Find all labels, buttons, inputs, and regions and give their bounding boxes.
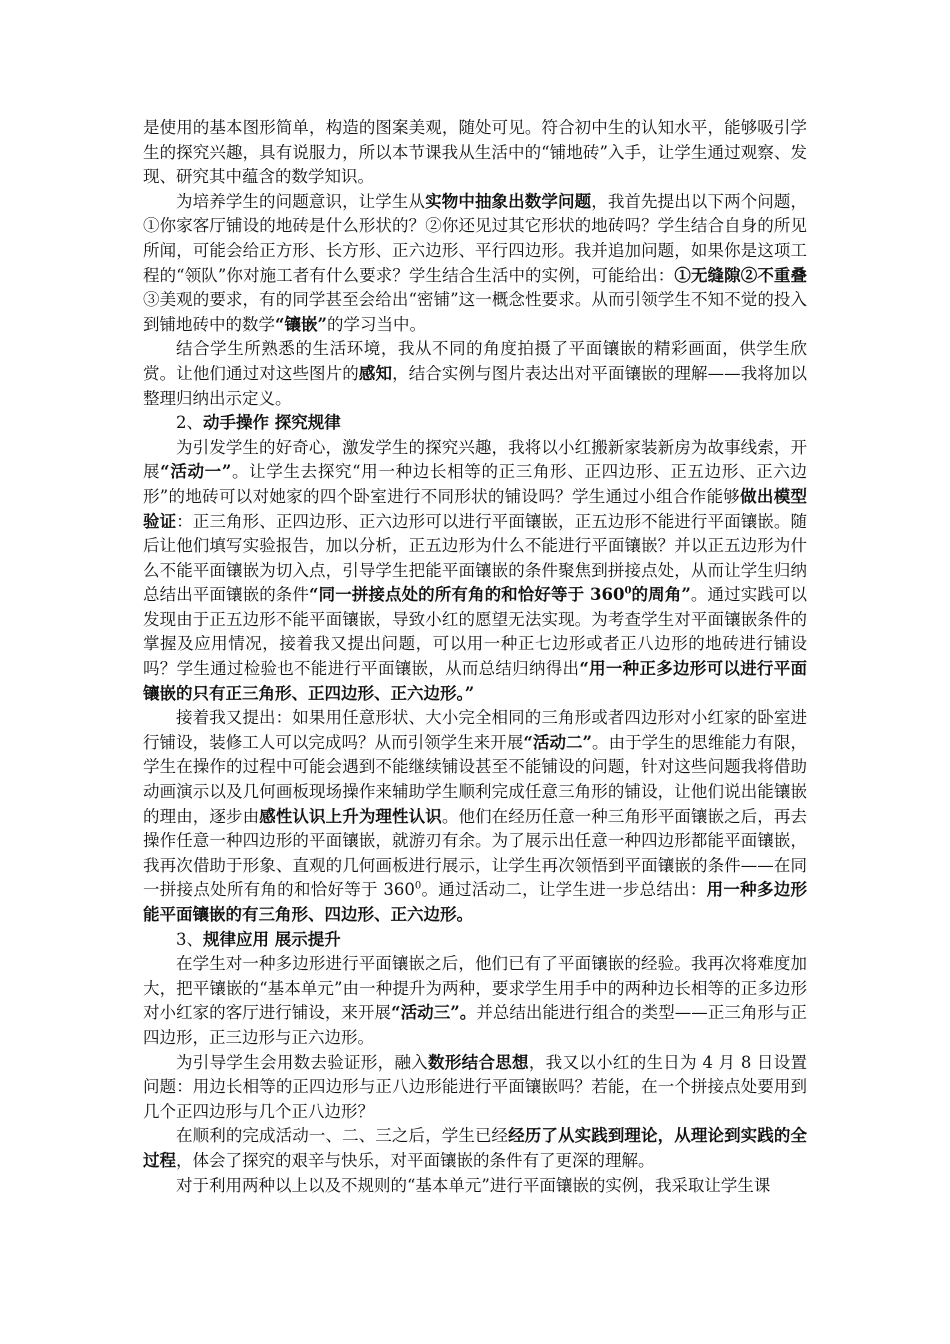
emphasized-text: “活动一” xyxy=(160,462,232,482)
text-run: 是使用的基本图形简单，构造的图案美观，随处可见。符合初中生的认知水平，能够吸引学生的探究兴趣，具有说服力，所以本节课我从生活中的“铺地砖”入手，让学生通过观察、发现、研究其中蕴含的数学知识。 xyxy=(143,118,807,187)
emphasized-text: 的周角” xyxy=(631,585,691,605)
body-paragraph xyxy=(143,190,807,338)
text-run: 。通过活动二，让学生进一步总结出： xyxy=(421,880,707,900)
text-run: 在学生对一种多边形进行平面镶嵌之后，他们已有了平面镶嵌的经验。我再次将难度加大，把平镶嵌的“基本单元”由一种提升为两种，要求学生用手中的两种边长相等的正多边形对小红家的客厅进行铺设，来开展 xyxy=(143,954,807,1023)
emphasized-text: 做出模型验证 xyxy=(143,486,808,531)
emphasized-text: 数形结合思想 xyxy=(428,1052,529,1072)
text-run: ③美观的要求，有的同学甚至会给出“密铺”这一概念性要求。从而引领学生不知不觉的投入到铺地砖中的数学 xyxy=(143,290,807,334)
body-paragraph xyxy=(143,436,807,707)
text-run: 并总结出能进行组合的类型——正三角形与正四边形，正三边形与正六边形。 xyxy=(143,1003,808,1047)
text-run: 为引发学生的好奇心，激发学生的探究兴趣，我将以小红搬新家装新房为故事线索，开展 xyxy=(143,437,807,482)
text-run: 2、 xyxy=(176,413,203,433)
body-paragraph xyxy=(143,116,807,190)
text-run: ，我首先提出以下两个问题，①你家客厅铺设的地砖是什么形状的？②你还见过其它形状的地砖吗？学生结合自身的所见所闻，可能会给正方形、长方形、正六边形、平行四边形。我并追加问题，如果你是这项工程的“领队”你对施工者有什么要求？学生结合生活中的实例，可能给出： xyxy=(143,191,808,285)
text-run: 的学习当中。 xyxy=(326,314,426,334)
body-paragraph xyxy=(143,1051,807,1125)
emphasized-text: “同一拼接点处的所有角的和恰好等于 360 xyxy=(309,585,625,605)
body-paragraph xyxy=(143,952,807,1050)
emphasized-text: ①无缝隙②不重叠 xyxy=(674,265,808,285)
emphasized-text: 动手操作 探究规律 xyxy=(203,413,341,433)
body-paragraph xyxy=(143,337,807,411)
emphasized-text: 感知 xyxy=(358,363,393,383)
emphasized-text: “活动二” xyxy=(523,732,593,752)
emphasized-text: 感性认识上升为理性认识 xyxy=(259,806,442,826)
text-run: 在顺利的完成活动一、二、三之后，学生已经 xyxy=(176,1126,509,1146)
body-paragraph xyxy=(143,706,807,927)
emphasized-text: 实物中抽象出数学问题 xyxy=(425,191,592,211)
text-run: ，体会了探究的艰辛与快乐，对平面镶嵌的条件有了更深的理解。 xyxy=(176,1150,655,1170)
emphasized-text: “活动三”。 xyxy=(391,1003,477,1023)
section-heading xyxy=(143,411,807,436)
body-paragraph xyxy=(143,1174,807,1199)
emphasized-text: 0 xyxy=(624,585,632,597)
text-run: 为培养学生的问题意识，让学生从 xyxy=(176,191,426,211)
text-run: ：正三角形、正四边形、正六边形可以进行平面镶嵌，正五边形不能进行平面镶嵌。随后让他们填写实验报告，加以分析，正五边形为什么不能进行平面镶嵌？并以正五边形为什么不能平面镶嵌为切入点，引导学生把能平面镶嵌的条件聚焦到拼接点处，从而让学生归纳总结出平面镶嵌的条件 xyxy=(143,511,808,605)
emphasized-text: “用一种正多边形可以进行平面镶嵌的只有正三角形、正四边形、正六边形。” xyxy=(143,659,808,703)
text-run: ，结合实例与图片表达出对平面镶嵌的理解——我将加以整理归纳出示定义。 xyxy=(143,363,808,408)
text-run: 。通过实践可以发现由于正五边形不能平面镶嵌，导致小红的愿望无法实现。为考查学生对平面镶嵌条件的掌握及应用情况，接着我又提出问题，可以用一种正七边形或者正八边形的地砖进行铺设吗？学生通过检验也不能进行平面镶嵌，从而总结归纳得出 xyxy=(143,585,808,679)
text-run: 结合学生所熟悉的生活环境，我从不同的角度拍摄了平面镶嵌的精彩画面，供学生欣赏。让他们通过对这些图片的 xyxy=(143,339,807,383)
text-run: 为引导学生会用数去验证形，融入 xyxy=(176,1052,429,1072)
text-run: ，我又以小红的生日为 4 月 8 日设置问题：用边长相等的正四边形与正八边形能进行平面镶嵌吗？若能，在一个拼接点处要用到几个正四边形与几个正八边形？ xyxy=(143,1052,808,1121)
text-run: 。他们在经历任意一种三角形平面镶嵌之后，再去操作任意一种四边形的平面镶嵌，就游刃有余。为了展示出任意一种四边形都能平面镶嵌，我再次借助于形象、直观的几何画板进行展示，让学生再次领悟到平面镶嵌的条件——在同一拼接点处所有角的和恰好等于 360 xyxy=(143,806,808,900)
emphasized-text: 经历了从实践到理论，从理论到实践的全过程 xyxy=(143,1126,808,1170)
section-heading xyxy=(143,928,807,953)
text-run: 对于利用两种以上以及不规则的“基本单元”进行平面镶嵌的实例，我采取让学生课 xyxy=(176,1175,771,1195)
text-run: 0 xyxy=(414,880,422,892)
text-run: 3、 xyxy=(176,929,203,949)
emphasized-text: 规律应用 展示提升 xyxy=(203,929,341,949)
emphasized-text: “镶嵌” xyxy=(275,314,327,334)
document-page xyxy=(143,116,807,1198)
text-run: 。让学生去探究“用一种边长相等的正三角形、正四边形、正五边形、正六边形”的地砖可以对她家的四个卧室进行不同形状的铺设吗？学生通过小组合作能够 xyxy=(143,462,807,506)
emphasized-text: 用一种多边形能平面镶嵌的有三角形、四边形、正六边形。 xyxy=(143,880,808,924)
body-paragraph xyxy=(143,1124,807,1173)
text-run: 接着我又提出：如果用任意形状、大小完全相同的三角形或者四边形对小红家的卧室进行铺设，装修工人可以完成吗？从而引领学生来开展 xyxy=(143,708,807,752)
text-run: 。由于学生的思维能力有限，学生在操作的过程中可能会遇到不能继续铺设甚至不能铺设的问题，针对这些问题我将借助动画演示以及几何画板现场操作来辅助学生顺利完成任意三角形的铺设，让他们说出能镶嵌的理由，逐步由 xyxy=(143,732,808,826)
